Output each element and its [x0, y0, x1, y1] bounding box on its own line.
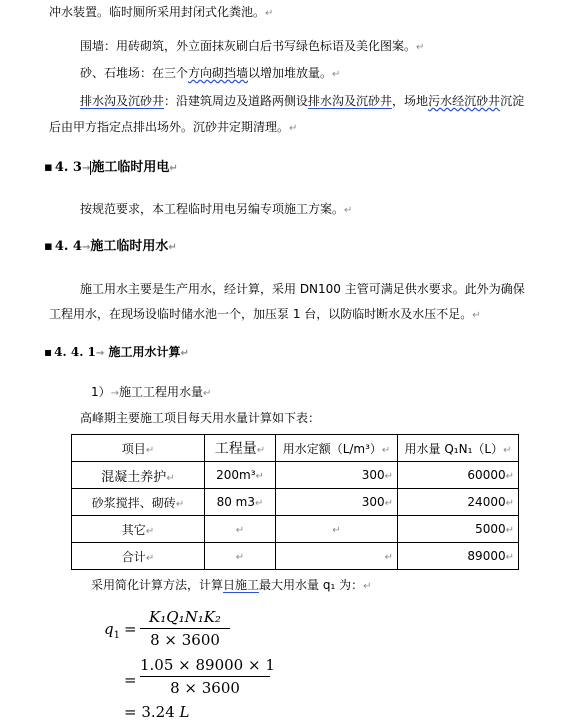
table-row — [72, 516, 519, 543]
table-cell: 300↵ — [276, 462, 398, 489]
heading-4-3-number: 4. 3 — [54, 160, 82, 175]
table-cell: 其它↵ — [72, 516, 205, 543]
formula-lhs-sub: 1 — [113, 630, 120, 641]
formula-intro — [91, 577, 371, 595]
table-cell: 200m³↵ — [205, 462, 276, 489]
paragraph-mark-icon: ↵ — [265, 8, 274, 19]
table-cell: 60000↵ — [398, 462, 519, 489]
table-header-cell: 用水定额（L/m³）↵ — [276, 435, 398, 462]
formula-lhs — [104, 620, 120, 641]
table-header-cell: 项目↵ — [72, 435, 205, 462]
para-drain-term2: 排水沟及沉砂井 — [308, 94, 393, 108]
para-wall — [80, 38, 424, 56]
paragraph-mark-icon: ↵ — [168, 242, 177, 253]
formula-lhs-var: q — [104, 620, 114, 638]
table-cell: 80 m3↵ — [205, 489, 276, 516]
table-header-row — [72, 435, 519, 462]
heading-4-4 — [44, 238, 177, 257]
formula-intro-before: 采用简化计算方法，计算 — [91, 578, 224, 592]
table-cell: ↵ — [276, 516, 398, 543]
bullet-icon: ▪ — [44, 160, 53, 175]
paragraph-mark-icon: ↵ — [289, 123, 298, 134]
heading-4-4-1-number: 4. 4. 1 — [54, 345, 96, 359]
table-intro — [80, 410, 320, 426]
table-cell: 89000↵ — [398, 543, 519, 570]
fraction-bar — [140, 676, 270, 677]
para-drain-line1 — [80, 93, 524, 109]
table-row — [72, 489, 519, 516]
paragraph-mark-icon: ↵ — [169, 163, 178, 174]
table-row — [72, 462, 519, 489]
formula-fraction-1 — [140, 608, 230, 649]
para-drain-line2-text: 后由甲方指定点排出场外。沉砂井定期清理。 — [49, 120, 290, 134]
bullet-icon: ▪ — [44, 345, 53, 359]
formula-result-value: 3.24 — [141, 703, 175, 721]
heading-4-4-1 — [44, 343, 189, 363]
para-drain-mid3: 沉淀 — [500, 94, 525, 108]
formula-intro-after: 最大用水量 q₁ 为： — [259, 578, 364, 592]
para-toilet — [49, 4, 273, 22]
paragraph-mark-icon: ↵ — [180, 348, 189, 359]
para-toilet-text: 冲水装置。临时厕所采用封闭式化粪池。 — [49, 5, 266, 19]
bullet-icon: ▪ — [44, 239, 53, 254]
table-cell: 300↵ — [276, 489, 398, 516]
table-cell: ↵ — [205, 516, 276, 543]
water-usage-table — [71, 434, 519, 570]
tab-arrow-icon: → — [110, 388, 120, 399]
formula-numerator-1: K₁Q₁N₁K₂ — [149, 608, 221, 626]
heading-4-4-number: 4. 4 — [54, 239, 82, 254]
formula-intro-underlined: 日施工 — [223, 578, 260, 592]
table-cell: ↵ — [205, 543, 276, 570]
paragraph-mark-icon: ↵ — [416, 42, 425, 53]
table-header-cell: 用水量 Q₁N₁（L）↵ — [398, 435, 519, 462]
para-water-line2-text: 工程用水，在现场设临时储水池一个，加压泵 1 台，以防临时断水及水压不足。 — [49, 307, 473, 321]
para-water-line2 — [49, 306, 481, 324]
table-intro-text: 高峰期主要施工项目每天用水量计算如下表： — [80, 411, 321, 425]
fraction-bar — [140, 628, 230, 629]
para-sand-before: 砂、石堆场：在三个 — [80, 66, 189, 80]
table-cell: 5000↵ — [398, 516, 519, 543]
heading-4-3-title: 施工临时用电 — [91, 160, 170, 175]
table-header-cell: 工程量↵ — [205, 435, 276, 462]
formula-result-unit: L — [179, 703, 190, 721]
formula-numerator-2: 1.05 × 89000 × 1 — [140, 656, 275, 674]
tab-arrow-icon: → — [81, 242, 91, 253]
para-drain-line2 — [49, 119, 297, 137]
table-cell: 混凝土养护↵ — [72, 462, 205, 489]
table-cell: ↵ — [276, 543, 398, 570]
para-water-line1 — [80, 281, 525, 297]
para-wall-text: 围墙：用砖砌筑，外立面抹灰刷白后书写绿色标语及美化图案。 — [80, 39, 417, 53]
formula-fraction-2 — [140, 656, 275, 697]
sub-heading-1 — [91, 384, 211, 402]
formula-denominator-2: 8 × 3600 — [170, 679, 240, 697]
paragraph-mark-icon: ↵ — [363, 581, 372, 592]
tab-arrow-icon: → — [95, 348, 105, 359]
formula-eq-2: = — [124, 671, 137, 689]
formula-denominator-1: 8 × 3600 — [150, 631, 220, 649]
para-drain-term: 排水沟及沉砂井 — [80, 94, 165, 108]
para-drain-term3: 污水经沉砂井 — [428, 94, 501, 108]
paragraph-mark-icon: ↵ — [472, 310, 481, 321]
para-drain-mid1: ：沿建筑周边及道路两侧设 — [164, 94, 309, 108]
formula-eq-1: = — [124, 620, 137, 638]
sub-heading-1-title: 施工工程用水量 — [119, 385, 204, 399]
para-drain-mid2: ，场地 — [392, 94, 429, 108]
heading-4-3 — [44, 159, 178, 178]
para-sand-underlined: 方向砌挡墙 — [188, 66, 249, 80]
heading-4-4-title: 施工临时用水 — [90, 239, 169, 254]
paragraph-mark-icon: ↵ — [344, 205, 353, 216]
heading-4-4-1-title: 施工用水计算 — [108, 345, 181, 359]
formula-result: = 3.24 L — [124, 703, 190, 721]
para-power — [80, 201, 352, 219]
para-sand-after: 以增加堆放量。 — [248, 66, 333, 80]
table-cell: 合计↵ — [72, 543, 205, 570]
para-power-text: 按规范要求，本工程临时用电另编专项施工方案。 — [80, 202, 345, 216]
tab-arrow-icon: → — [81, 163, 91, 174]
table-row — [72, 543, 519, 570]
table-cell: 砂浆搅拌、砌砖↵ — [72, 489, 205, 516]
table-cell: 24000↵ — [398, 489, 519, 516]
para-water-line1-text: 施工用水主要是生产用水，经计算，采用 DN100 主管可满足供水要求。此外为确保 — [80, 282, 525, 296]
para-sand — [80, 65, 340, 83]
paragraph-mark-icon: ↵ — [203, 388, 212, 399]
sub-heading-1-label: 1） — [91, 385, 111, 399]
paragraph-mark-icon: ↵ — [332, 69, 341, 80]
